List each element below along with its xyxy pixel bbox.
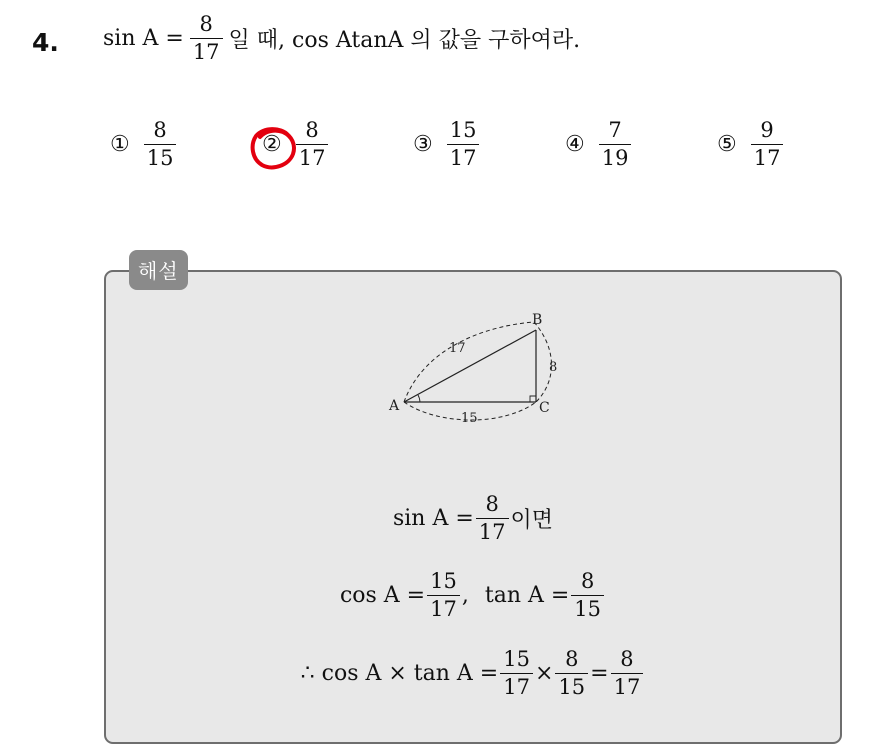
fraction-denominator: 17 bbox=[613, 675, 641, 699]
fraction-numerator: 8 bbox=[565, 647, 579, 671]
eq2-comma: , bbox=[461, 583, 469, 608]
choice-1[interactable] bbox=[110, 120, 178, 169]
choice-fraction bbox=[296, 120, 329, 169]
fraction-denominator: 17 bbox=[503, 675, 530, 699]
eq3-fraction-1 bbox=[500, 649, 533, 698]
vertex-c-label: C bbox=[539, 400, 550, 416]
eq2-cos-lhs: cos A = bbox=[339, 583, 426, 608]
choice-mark: ② bbox=[262, 131, 282, 157]
fraction-numerator: 8 bbox=[153, 118, 167, 142]
fraction-numerator: 8 bbox=[199, 12, 213, 36]
question-body: 일 때, cos AtanA 의 값을 구하여라. bbox=[228, 28, 581, 53]
answer-circle-stroke bbox=[253, 129, 294, 167]
answer-circle-mark bbox=[248, 124, 300, 172]
fraction-denominator: 17 bbox=[449, 146, 477, 170]
fraction-denominator: 15 bbox=[558, 675, 586, 699]
choice-mark: ⑤ bbox=[717, 131, 737, 157]
fraction-numerator: 8 bbox=[485, 492, 499, 516]
fraction-numerator: 15 bbox=[449, 118, 477, 142]
fraction-denominator: 17 bbox=[430, 597, 457, 621]
fraction-denominator: 17 bbox=[298, 146, 326, 170]
eq2-cos-fraction bbox=[427, 571, 460, 620]
leg-bc-length: 8 bbox=[549, 360, 558, 375]
fraction-bar bbox=[555, 673, 588, 674]
angle-a-arc bbox=[418, 395, 420, 402]
eq1-fraction bbox=[476, 494, 509, 543]
fraction-denominator: 17 bbox=[192, 40, 220, 64]
fraction-bar bbox=[611, 673, 644, 674]
fraction-numerator: 15 bbox=[503, 647, 530, 671]
choice-5[interactable] bbox=[717, 120, 785, 169]
eq1-tail: 이면 bbox=[510, 508, 554, 533]
fraction-bar bbox=[571, 595, 604, 596]
eq3-fraction-3 bbox=[611, 649, 644, 698]
fraction-numerator: 8 bbox=[305, 118, 319, 142]
fraction-numerator: 15 bbox=[430, 569, 457, 593]
choice-fraction bbox=[144, 120, 177, 169]
leg-ac-length: 15 bbox=[461, 411, 478, 426]
question-fraction bbox=[190, 14, 223, 63]
fraction-denominator: 15 bbox=[146, 146, 174, 170]
side-ab bbox=[404, 330, 536, 402]
choice-4[interactable] bbox=[565, 120, 633, 169]
solution-equation-2 bbox=[104, 571, 842, 620]
eq3-equals: = bbox=[590, 661, 609, 686]
choice-mark: ① bbox=[110, 131, 130, 157]
question-number: 4. bbox=[32, 28, 59, 57]
fraction-bar bbox=[447, 144, 480, 145]
fraction-denominator: 17 bbox=[753, 146, 781, 170]
fraction-numerator: 8 bbox=[620, 647, 634, 671]
fraction-numerator: 8 bbox=[580, 569, 595, 593]
triangle-figure bbox=[384, 308, 564, 430]
choice-fraction bbox=[751, 120, 784, 169]
fraction-bar bbox=[427, 595, 460, 596]
fraction-bar bbox=[599, 144, 632, 145]
solution-tab: 해설 bbox=[129, 250, 188, 290]
hypotenuse-length: 17 bbox=[449, 341, 466, 356]
fraction-numerator: 9 bbox=[760, 118, 774, 142]
vertex-b-label: B bbox=[532, 312, 543, 328]
eq3-times: × bbox=[534, 661, 554, 686]
choice-fraction bbox=[599, 120, 632, 169]
fraction-denominator: 15 bbox=[574, 597, 602, 621]
question-sin-lhs: sin A = bbox=[103, 26, 184, 51]
right-angle-mark bbox=[530, 396, 536, 402]
fraction-denominator: 19 bbox=[601, 146, 629, 170]
fraction-bar bbox=[476, 518, 509, 519]
choice-mark: ③ bbox=[413, 131, 433, 157]
fraction-bar bbox=[144, 144, 177, 145]
fraction-bar bbox=[296, 144, 329, 145]
eq2-tan-fraction bbox=[571, 571, 604, 620]
eq1-lhs: sin A = bbox=[392, 506, 474, 531]
choice-3[interactable] bbox=[413, 120, 481, 169]
solution-equation-1 bbox=[104, 494, 842, 543]
arc-hypotenuse bbox=[404, 322, 534, 402]
fraction-numerator: 7 bbox=[608, 118, 622, 142]
fraction-bar bbox=[500, 673, 533, 674]
fraction-denominator: 17 bbox=[478, 520, 506, 544]
solution-equation-3 bbox=[104, 649, 842, 698]
eq3-lhs: ∴ cos A × tan A = bbox=[300, 661, 499, 686]
fraction-bar bbox=[751, 144, 784, 145]
question-text bbox=[103, 14, 580, 63]
choice-fraction bbox=[447, 120, 480, 169]
eq2-tan-lhs: tan A = bbox=[484, 583, 570, 608]
choice-mark: ④ bbox=[565, 131, 585, 157]
eq3-fraction-2 bbox=[555, 649, 588, 698]
fraction-bar bbox=[190, 38, 223, 39]
vertex-a-label: A bbox=[389, 398, 400, 414]
